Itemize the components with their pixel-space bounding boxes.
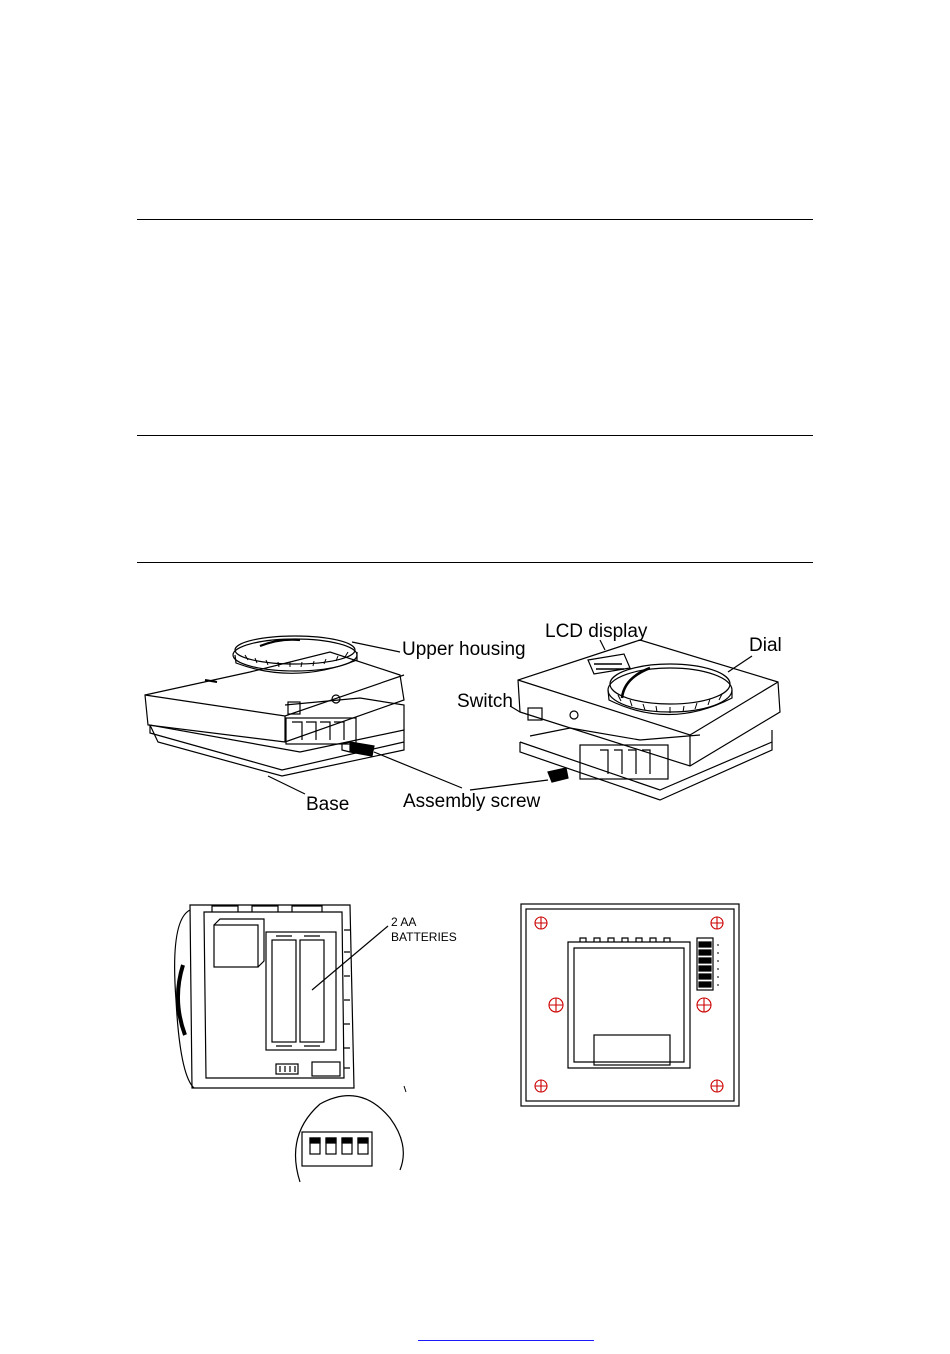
battery-compartment-drawing	[175, 905, 406, 1182]
label-base: Base	[306, 794, 350, 815]
mounting-holes	[535, 917, 723, 1092]
label-switch: Switch	[457, 691, 513, 712]
label-batteries-line2: BATTERIES	[391, 930, 457, 944]
footer-link[interactable]	[418, 1340, 594, 1341]
label-upper-housing: Upper housing	[402, 639, 526, 660]
label-dial: Dial	[749, 635, 782, 656]
label-batteries-line1: 2 AA	[391, 915, 417, 929]
label-lcd-display: LCD display	[545, 621, 648, 642]
label-assembly-screw: Assembly screw	[403, 791, 541, 812]
